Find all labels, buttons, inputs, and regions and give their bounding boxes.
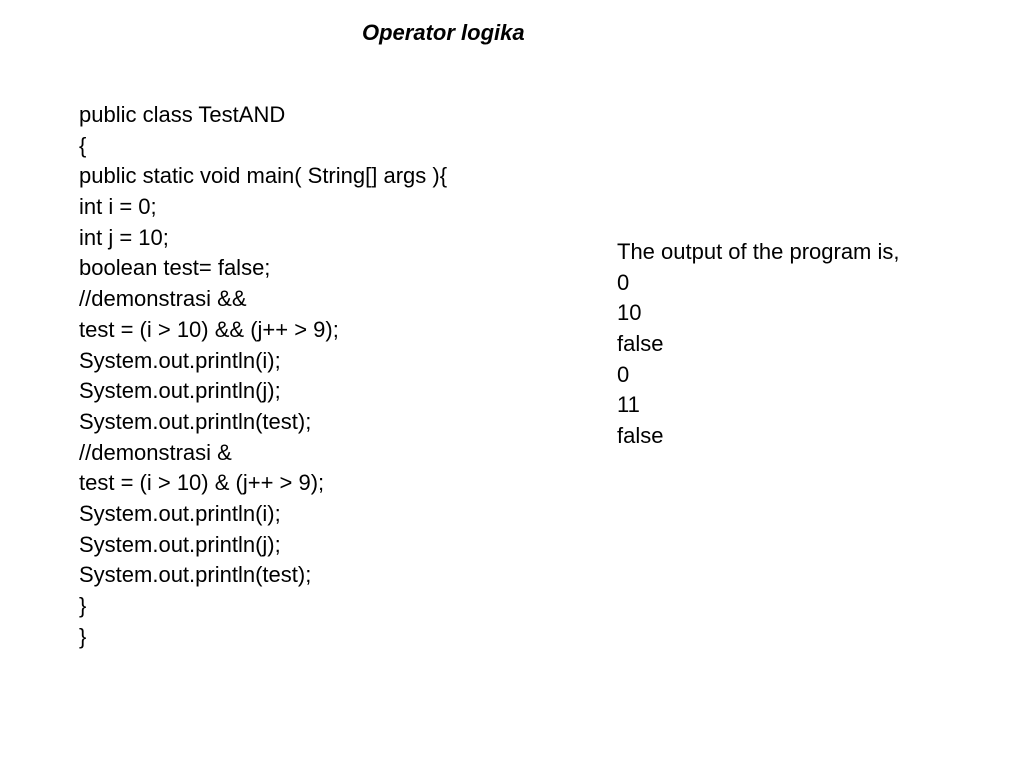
output-value: 0 <box>617 269 630 295</box>
output-value: 11 <box>617 392 640 418</box>
code-line: System.out.println(i); <box>79 500 281 526</box>
code-line: int i = 0; <box>79 194 157 220</box>
code-line: //demonstrasi && <box>79 286 247 312</box>
code-line: public static void main( String[] args ){ <box>79 163 448 189</box>
output-value: false <box>617 423 664 449</box>
code-line: System.out.println(j); <box>79 378 281 404</box>
code-line: System.out.println(test); <box>79 408 312 434</box>
code-line: public class TestAND <box>79 102 286 127</box>
output-value: 10 <box>617 300 642 326</box>
code-line: //demonstrasi & <box>79 439 232 465</box>
code-line: System.out.println(test); <box>79 562 312 588</box>
code-line: } <box>79 623 87 649</box>
code-line: System.out.println(i); <box>79 347 281 373</box>
code-line: } <box>79 593 87 618</box>
output-value: false <box>617 331 664 357</box>
code-line: boolean test= false; <box>79 255 271 281</box>
code-line: { <box>79 132 87 158</box>
output-heading: The output of the program is, <box>617 239 900 264</box>
code-line: int j = 10; <box>79 224 169 250</box>
code-line: System.out.println(j); <box>79 531 281 557</box>
slide-title: Operator logika <box>362 20 525 45</box>
code-block <box>79 100 579 652</box>
output-block <box>617 237 1007 452</box>
code-line: test = (i > 10) & (j++ > 9); <box>79 470 325 496</box>
code-line: test = (i > 10) && (j++ > 9); <box>79 316 339 342</box>
output-value: 0 <box>617 361 630 387</box>
